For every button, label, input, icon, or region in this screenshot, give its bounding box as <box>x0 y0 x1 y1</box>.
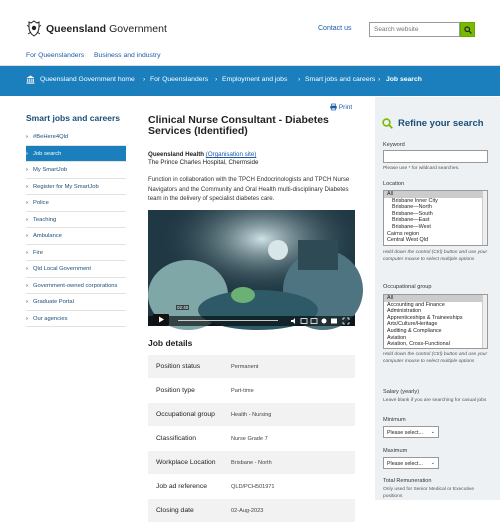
play-icon[interactable] <box>153 314 169 325</box>
sidebar-item[interactable]: › Fire <box>26 245 126 262</box>
minimum-salary-select[interactable] <box>383 426 439 438</box>
nav-for-queenslanders[interactable]: For Queenslanders <box>26 52 85 59</box>
listbox-option[interactable]: Brisbane Inner City <box>392 197 438 204</box>
sidebar-item[interactable]: › Teaching <box>26 212 126 229</box>
breadcrumb-chevron-icon: › <box>215 76 218 83</box>
job-detail-row <box>148 427 355 450</box>
maximum-label: Maximum <box>383 448 408 454</box>
sidebar-item[interactable]: › Government-owned corporations <box>26 278 126 295</box>
maximum-select-value: Please select... <box>387 460 423 467</box>
job-department <box>148 151 256 158</box>
breadcrumb <box>0 66 500 96</box>
listbox-option[interactable]: Apprenticeships & Traineeships <box>387 314 463 321</box>
job-detail-row <box>148 451 355 474</box>
sidebar-item[interactable]: › Job search <box>26 146 126 163</box>
breadcrumb-for-queenslanders[interactable]: For Queenslanders <box>150 76 209 83</box>
job-details-table <box>148 355 355 523</box>
magnifier-icon <box>382 118 393 129</box>
site-search-button[interactable] <box>460 22 475 37</box>
listbox-option[interactable]: All <box>384 191 487 198</box>
listbox-option[interactable]: Brisbane—North <box>392 204 432 211</box>
job-detail-label: Classification <box>156 435 197 442</box>
minimum-select-value: Please select... <box>387 429 423 436</box>
job-detail-value: QLD/PCH501971 <box>231 483 275 490</box>
listbox-option[interactable]: Administration <box>387 308 422 315</box>
job-description: Function in collaboration with the TPCH Endocrinologists and TPCH Nurse Navigators and the Community and Oral Health multi-disciplinary Diabetes team in the delivery of specialist diabetes care. <box>148 176 350 203</box>
job-detail-row <box>148 475 355 498</box>
listbox-scrollbar[interactable] <box>482 295 487 348</box>
job-detail-label: Position status <box>156 363 201 370</box>
job-detail-label: Closing date <box>156 507 194 514</box>
job-detail-row <box>148 379 355 402</box>
sidebar-item[interactable]: › Police <box>26 195 126 212</box>
coat-of-arms-icon <box>26 20 42 38</box>
sidebar-item[interactable]: › Graduate Portal <box>26 294 126 311</box>
salary-label: Salary (yearly) <box>383 389 420 395</box>
job-detail-label: Job ad reference <box>156 483 208 490</box>
sidebar-item[interactable]: › Qld Local Government <box>26 261 126 278</box>
chevron-down-icon: ⌄ <box>430 429 435 435</box>
listbox-option[interactable]: Cairns region <box>387 230 420 237</box>
sidebar-item[interactable]: › Ambulance <box>26 228 126 245</box>
job-detail-value: Nurse Grade 7 <box>231 435 268 442</box>
audience-nav <box>0 48 500 66</box>
job-video-player[interactable] <box>148 210 355 326</box>
job-location-text: The Prince Charles Hospital, Chermside <box>148 159 259 166</box>
breadcrumb-chevron-icon: › <box>378 76 381 83</box>
breadcrumb-smart-jobs[interactable]: Smart jobs and careers <box>305 76 376 83</box>
video-control-icons[interactable] <box>290 317 352 325</box>
maximum-salary-select[interactable] <box>383 457 439 469</box>
keyword-input[interactable] <box>383 150 488 163</box>
job-detail-row <box>148 499 355 522</box>
breadcrumb-chevron-icon: › <box>298 76 301 83</box>
sidebar-nav-list <box>26 129 126 327</box>
sidebar-item[interactable]: › Register for My SmartJob <box>26 179 126 196</box>
breadcrumb-chevron-icon: › <box>143 76 146 83</box>
job-detail-value: 02-Aug-2023 <box>231 507 264 514</box>
remuneration-label: Total Remuneration <box>383 478 432 484</box>
sidebar-item[interactable]: › Our agencies <box>26 311 126 328</box>
occupational-group-label: Occupational group <box>383 284 432 290</box>
location-listbox[interactable] <box>383 190 488 246</box>
refine-heading <box>382 118 484 129</box>
job-detail-label: Workplace Location <box>156 459 216 466</box>
listbox-option[interactable]: Aviation <box>387 334 407 341</box>
site-search-input[interactable] <box>369 22 460 37</box>
job-detail-value: Part-time <box>231 387 254 394</box>
job-title: Clinical Nurse Consultant - Diabetes Services (Identified) <box>148 114 329 137</box>
job-detail-row <box>148 403 355 426</box>
sidebar-item[interactable]: › #BeHere4Qld <box>26 129 126 146</box>
search-icon <box>464 26 472 34</box>
logo-text-light: Government <box>109 23 167 35</box>
chevron-down-icon: ⌄ <box>430 460 435 466</box>
contact-us-link[interactable]: Contact us <box>318 25 352 32</box>
nav-business-industry[interactable]: Business and industry <box>94 52 161 59</box>
print-link[interactable] <box>330 104 352 111</box>
salary-hint: Leave blank if you are searching for casual jobs <box>383 398 487 403</box>
organisation-site-link[interactable]: (Organisation site) <box>205 151 257 158</box>
job-detail-value: Brisbane - North <box>231 459 272 466</box>
listbox-option[interactable]: Brisbane—East <box>392 217 430 224</box>
job-detail-row <box>148 355 355 378</box>
job-detail-label: Occupational group <box>156 411 215 418</box>
remuneration-hint: Only used for Senior Medical or Executive positions <box>383 487 475 499</box>
listbox-option[interactable]: Arts/Culture/Heritage <box>387 321 438 328</box>
printer-icon <box>330 104 337 110</box>
occupational-multi-hint: Hold down the control (Ctrl) button and use your computer mouse to select multiple options <box>383 352 488 364</box>
sidebar-item[interactable]: › My SmartJob <box>26 162 126 179</box>
listbox-option[interactable]: All <box>384 295 487 302</box>
department-name: Queensland Health <box>148 151 205 158</box>
keyword-hint: Please use * for wildcard searches. <box>383 166 460 171</box>
minimum-label: Minimum <box>383 417 406 423</box>
job-detail-value: Permanent <box>231 363 259 370</box>
occupational-group-listbox[interactable] <box>383 294 488 349</box>
keyword-label: Keyword <box>383 142 405 148</box>
job-detail-value: Health - Nursing <box>231 411 272 418</box>
refine-title: Refine your search <box>398 118 484 129</box>
listbox-option[interactable]: Aviation, Cross-Functional <box>387 341 450 348</box>
breadcrumb-home[interactable]: Queensland Government home <box>40 76 135 83</box>
listbox-option[interactable]: Accounting and Finance <box>387 301 445 308</box>
job-details-heading: Job details <box>148 338 193 348</box>
listbox-scrollbar[interactable] <box>482 191 487 245</box>
video-timestamp: 02:40 <box>177 305 189 310</box>
logo-text-bold: Queensland <box>46 23 107 35</box>
listbox-option[interactable]: Brisbane—South <box>392 210 433 217</box>
breadcrumb-employment-jobs[interactable]: Employment and jobs <box>222 76 288 83</box>
breadcrumb-job-search: Job search <box>386 76 422 83</box>
print-label: Print <box>338 104 353 111</box>
listbox-option[interactable]: Central West Qld <box>387 237 428 244</box>
video-progress-bar[interactable] <box>178 320 278 321</box>
listbox-option[interactable]: Brisbane—West <box>392 223 431 230</box>
location-multi-hint: Hold down the control (Ctrl) button and use your computer mouse to select multiple options <box>383 250 488 262</box>
qld-gov-logo[interactable] <box>26 20 167 38</box>
listbox-option[interactable]: Auditing & Compliance <box>387 327 442 334</box>
section-sidebar <box>26 113 126 327</box>
location-label: Location <box>383 181 405 187</box>
sidebar-title[interactable]: Smart jobs and careers <box>26 113 121 123</box>
site-header <box>0 0 500 48</box>
government-building-icon <box>26 75 35 84</box>
job-detail-label: Position type <box>156 387 195 394</box>
